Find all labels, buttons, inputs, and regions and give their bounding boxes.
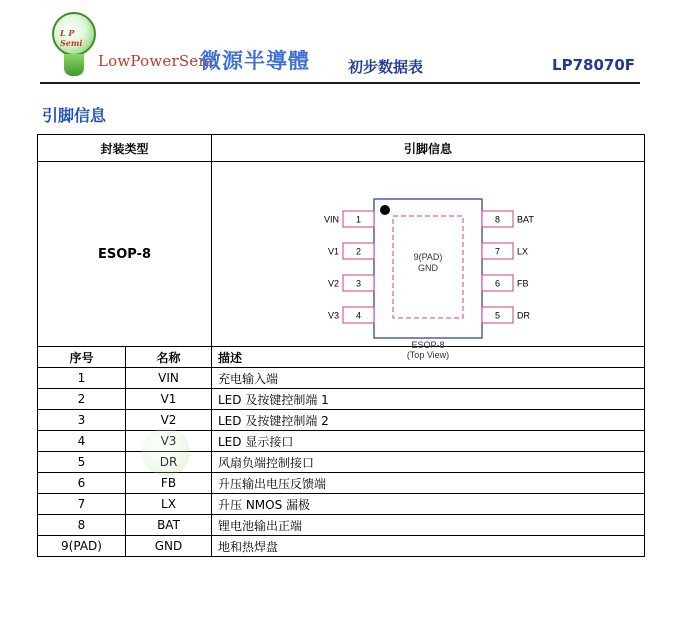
pin-label: V3 — [327, 310, 339, 321]
pin-number: 8 — [494, 214, 501, 225]
table-row — [38, 431, 645, 452]
pin-name: LX — [126, 494, 212, 515]
pin-label: V2 — [327, 278, 339, 289]
pin-label: BAT — [517, 214, 534, 225]
pin-number: 7 — [494, 246, 501, 257]
pin-no: 1 — [38, 368, 126, 389]
col-header-pin-info: 引脚信息 — [212, 135, 645, 162]
pin-no: 4 — [38, 431, 126, 452]
pin-no: 2 — [38, 389, 126, 410]
pin-desc: 地和热焊盘 — [212, 536, 645, 557]
pin-no: 8 — [38, 515, 126, 536]
pin-no: 6 — [38, 473, 126, 494]
table-row — [38, 494, 645, 515]
page-header — [0, 0, 683, 90]
pin-label: FB — [517, 278, 529, 289]
right-pin-group — [482, 211, 534, 323]
pin-label: V1 — [327, 246, 339, 257]
col-header-package: 封装类型 — [38, 135, 212, 162]
col-header-name: 名称 — [126, 347, 212, 368]
pin-no: 5 — [38, 452, 126, 473]
pin-desc: 充电输入端 — [212, 368, 645, 389]
package-name: ESOP-8 — [38, 162, 212, 347]
pin-name: GND — [126, 536, 212, 557]
pin-desc: LED 及按键控制端 2 — [212, 410, 645, 431]
logo-bulb-icon — [52, 12, 96, 56]
pin-number: 4 — [355, 310, 362, 321]
pin-no: 3 — [38, 410, 126, 431]
pin-desc: LED 及按键控制端 1 — [212, 389, 645, 410]
part-number: LP78070F — [552, 56, 635, 74]
left-pin-group — [324, 211, 374, 323]
pin-name: V2 — [126, 410, 212, 431]
logo-base-icon — [64, 54, 84, 76]
pin-label: LX — [517, 246, 529, 257]
pin-number: 6 — [494, 278, 501, 289]
pin-desc: 风扇负端控制接口 — [212, 452, 645, 473]
pad-net: GND — [418, 263, 438, 273]
header-divider — [40, 82, 640, 84]
pin-label: DR — [517, 310, 530, 321]
logo-badge-text: L P Semi — [60, 28, 83, 48]
table-row — [38, 389, 645, 410]
table-row — [38, 410, 645, 431]
pin-name: BAT — [126, 515, 212, 536]
pin-name: FB — [126, 473, 212, 494]
table-row — [38, 536, 645, 557]
section-title: 引脚信息 — [42, 106, 107, 125]
pad-label: 9(PAD) — [413, 252, 443, 262]
pin-desc: 升压 NMOS 漏极 — [212, 494, 645, 515]
pin-desc: 锂电池输出正端 — [212, 515, 645, 536]
pin-name: DR — [126, 452, 212, 473]
pin-number: 5 — [494, 310, 501, 321]
pin1-marker — [380, 205, 390, 215]
brand-name: LowPowerSemi — [98, 52, 218, 70]
pin-number: 1 — [355, 214, 362, 225]
col-header-desc: 描述 — [212, 347, 645, 368]
pin-no: 7 — [38, 494, 126, 515]
pin-info-table — [37, 134, 645, 557]
package-label: ESOP-8 — [411, 340, 445, 350]
pin-label: VIN — [323, 214, 339, 225]
col-header-no: 序号 — [38, 347, 126, 368]
pin-no: 9(PAD) — [38, 536, 126, 557]
doc-type: 初步数据表 — [348, 58, 424, 76]
pin-number: 2 — [355, 246, 362, 257]
table-row — [38, 473, 645, 494]
pin-desc: LED 显示接口 — [212, 431, 645, 452]
pin-number: 3 — [355, 278, 362, 289]
view-label: (Top View) — [406, 350, 450, 360]
table-row — [38, 368, 645, 389]
table-row — [38, 452, 645, 473]
pin-desc: 升压输出电压反馈端 — [212, 473, 645, 494]
table-row — [38, 515, 645, 536]
pin-name: VIN — [126, 368, 212, 389]
pin-name: V3 — [126, 431, 212, 452]
brand-name-cn: 微源半導體 — [200, 49, 310, 73]
pin-name: V1 — [126, 389, 212, 410]
